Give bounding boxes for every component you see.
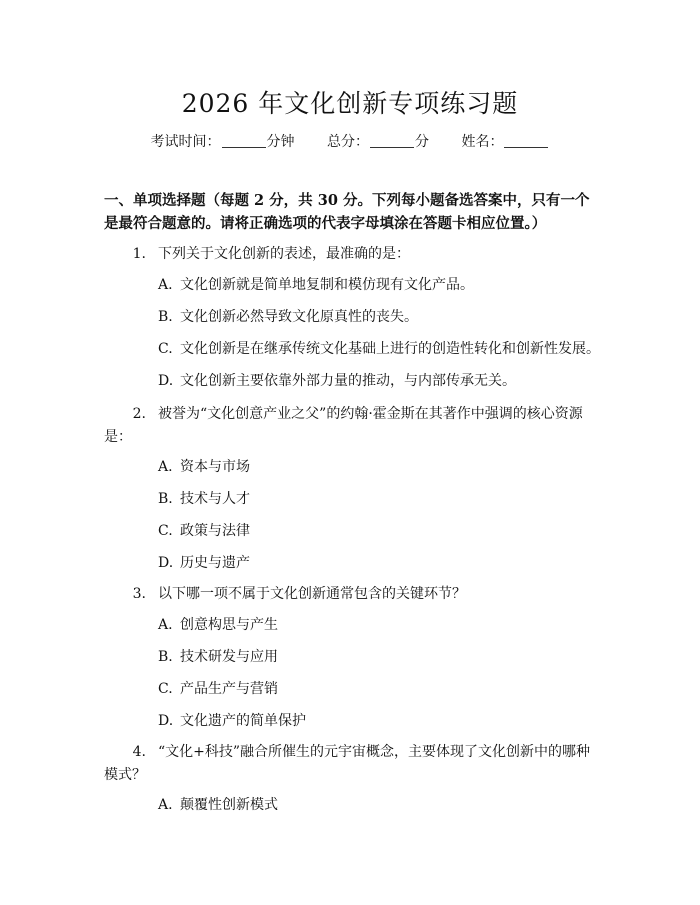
option-letter: B. [158,649,173,665]
option-letter: C. [158,681,173,697]
option-text: 政策与法律 [180,523,250,539]
option-letter: C. [158,341,173,357]
question-number: 1. [132,246,146,262]
option-2b [158,489,250,509]
section-heading: 一、单项选择题（每题 2 分，共 30 分。下列每小题备选答案中，只有一个是最符合题意的。请将正确选项的代表字母填涂在答题卡相应位置。） [104,192,590,232]
total-score [327,134,433,150]
option-letter: D. [158,713,174,729]
question-text: 被誉为“文化创意产业之父”的约翰·霍金斯在其著作中强调的核心资源是： [104,406,583,445]
page-title: 2026 年文化创新专项练习题 [181,89,519,118]
time-unit: 分钟 [266,134,295,150]
option-3d [158,711,306,731]
option-text: 技术研发与应用 [180,649,278,665]
exam-meta [0,131,700,151]
option-letter: D. [158,373,174,389]
score-unit: 分 [415,134,429,150]
question-text: 下列关于文化创新的表述，最准确的是： [158,246,410,262]
option-1d [158,371,516,391]
option-2a [158,457,250,477]
option-letter: C. [158,523,173,539]
option-text: 资本与市场 [180,459,250,475]
option-text: 技术与人才 [180,491,250,507]
option-2c [158,521,250,541]
option-letter: B. [158,491,173,507]
question-number: 2. [132,406,146,422]
option-letter: A. [158,617,173,633]
option-1c [158,339,600,359]
question-text: 以下哪一项不属于文化创新通常包含的关键环节？ [158,586,466,602]
option-letter: A. [158,797,173,813]
question-1 [104,243,604,266]
name-label: 姓名： [461,134,504,150]
option-1a [158,275,474,295]
option-text: 创意构思与产生 [180,617,278,633]
option-letter: B. [158,309,173,325]
question-2 [104,403,604,449]
option-1b [158,307,418,327]
option-text: 文化创新是在继承传统文化基础上进行的创造性转化和创新性发展。 [180,341,600,357]
name-blank [504,133,548,148]
option-2d [158,553,250,573]
option-text: 文化遗产的简单保护 [180,713,306,729]
option-letter: D. [158,555,174,571]
time-label: 考试时间： [150,134,221,150]
option-3b [158,647,278,667]
student-name [461,134,549,150]
option-text: 产品生产与营销 [180,681,278,697]
question-number: 3. [132,586,146,602]
score-label: 总分： [327,134,369,150]
question-4 [104,741,604,787]
question-3 [104,583,604,606]
time-blank [222,133,266,148]
option-text: 颠覆性创新模式 [180,797,278,813]
option-3c [158,679,278,699]
exam-time [151,134,299,150]
option-3a [158,615,278,635]
option-text: 文化创新必然导致文化原真性的丧失。 [180,309,418,325]
option-text: 历史与遗产 [180,555,250,571]
score-blank [370,133,414,148]
option-letter: A. [158,277,173,293]
option-text: 文化创新就是简单地复制和模仿现有文化产品。 [180,277,474,293]
option-4a [158,795,278,815]
question-number: 4. [132,744,146,760]
option-letter: A. [158,459,173,475]
option-text: 文化创新主要依靠外部力量的推动，与内部传承无关。 [180,373,516,389]
question-text: “文化+科技”融合所催生的元宇宙概念，主要体现了文化创新中的哪种模式？ [104,744,591,783]
